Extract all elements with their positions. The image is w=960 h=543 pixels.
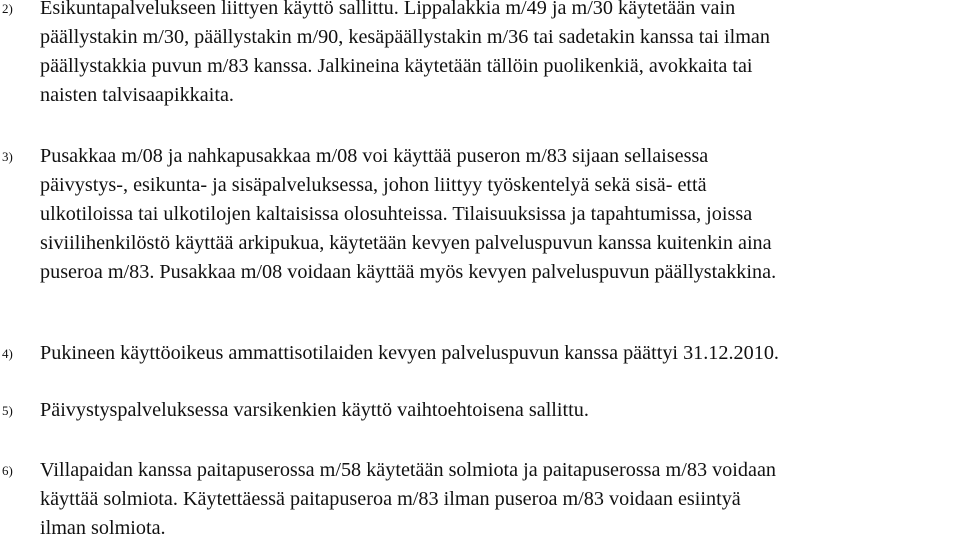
footnote-number: 3) bbox=[2, 149, 13, 164]
footnote-number: 2) bbox=[2, 1, 13, 16]
text-line: ulkotiloissa tai ulkotilojen kaltaisissa olosuhteissa. Tilaisuuksissa ja tapahtumissa, joissa bbox=[40, 203, 753, 225]
text-line: Pukineen käyttöoikeus ammattisotilaiden kevyen palveluspuvun kanssa päättyi 31.12.2010. bbox=[40, 342, 779, 364]
footnote-text bbox=[40, 142, 960, 287]
text-line: ilman solmiota. bbox=[40, 517, 166, 539]
text-line: päällystakkia puvun m/83 kanssa. Jalkineina käytetään tällöin puolikenkiä, avokkaita tai bbox=[40, 55, 753, 77]
footnote-text bbox=[40, 456, 960, 543]
text-line: Päivystyspalveluksessa varsikenkien käyttö vaihtoehtoisena sallittu. bbox=[40, 399, 589, 421]
text-line: päivystys-, esikunta- ja sisäpalveluksessa, johon liittyy työskentelyä sekä sisä- että bbox=[40, 174, 707, 196]
text-line: Villapaidan kanssa paitapuserossa m/58 käytetään solmiota ja paitapuserossa m/83 voidaan bbox=[40, 459, 776, 481]
footnote-text bbox=[40, 0, 960, 110]
text-line: Esikuntapalvelukseen liittyen käyttö sallittu. Lippalakkia m/49 ja m/30 käytetään vain bbox=[40, 0, 736, 19]
footnote-text bbox=[40, 339, 960, 368]
text-line: käyttää solmiota. Käytettäessä paitapuseroa m/83 ilman puseroa m/83 voidaan esiintyä bbox=[40, 488, 741, 510]
footnote-number: 4) bbox=[2, 346, 13, 361]
text-line: puseroa m/83. Pusakkaa m/08 voidaan käyttää myös kevyen palveluspuvun päällystakkina. bbox=[40, 261, 777, 283]
text-line: naisten talvisaapikkaita. bbox=[40, 84, 234, 106]
footnote-number: 6) bbox=[2, 463, 13, 478]
text-line: päällystakin m/30, päällystakin m/90, kesäpäällystakin m/36 tai sadetakin kanssa tai ilman bbox=[40, 26, 770, 48]
footnote-text bbox=[40, 396, 960, 425]
text-line: siviilihenkilöstö käyttää arkipukua, käytetään kevyen palveluspuvun kanssa kuitenkin aina bbox=[40, 232, 772, 254]
footnote-number: 5) bbox=[2, 403, 13, 418]
text-line: Pusakkaa m/08 ja nahkapusakkaa m/08 voi käyttää puseron m/83 sijaan sellaisessa bbox=[40, 145, 709, 167]
